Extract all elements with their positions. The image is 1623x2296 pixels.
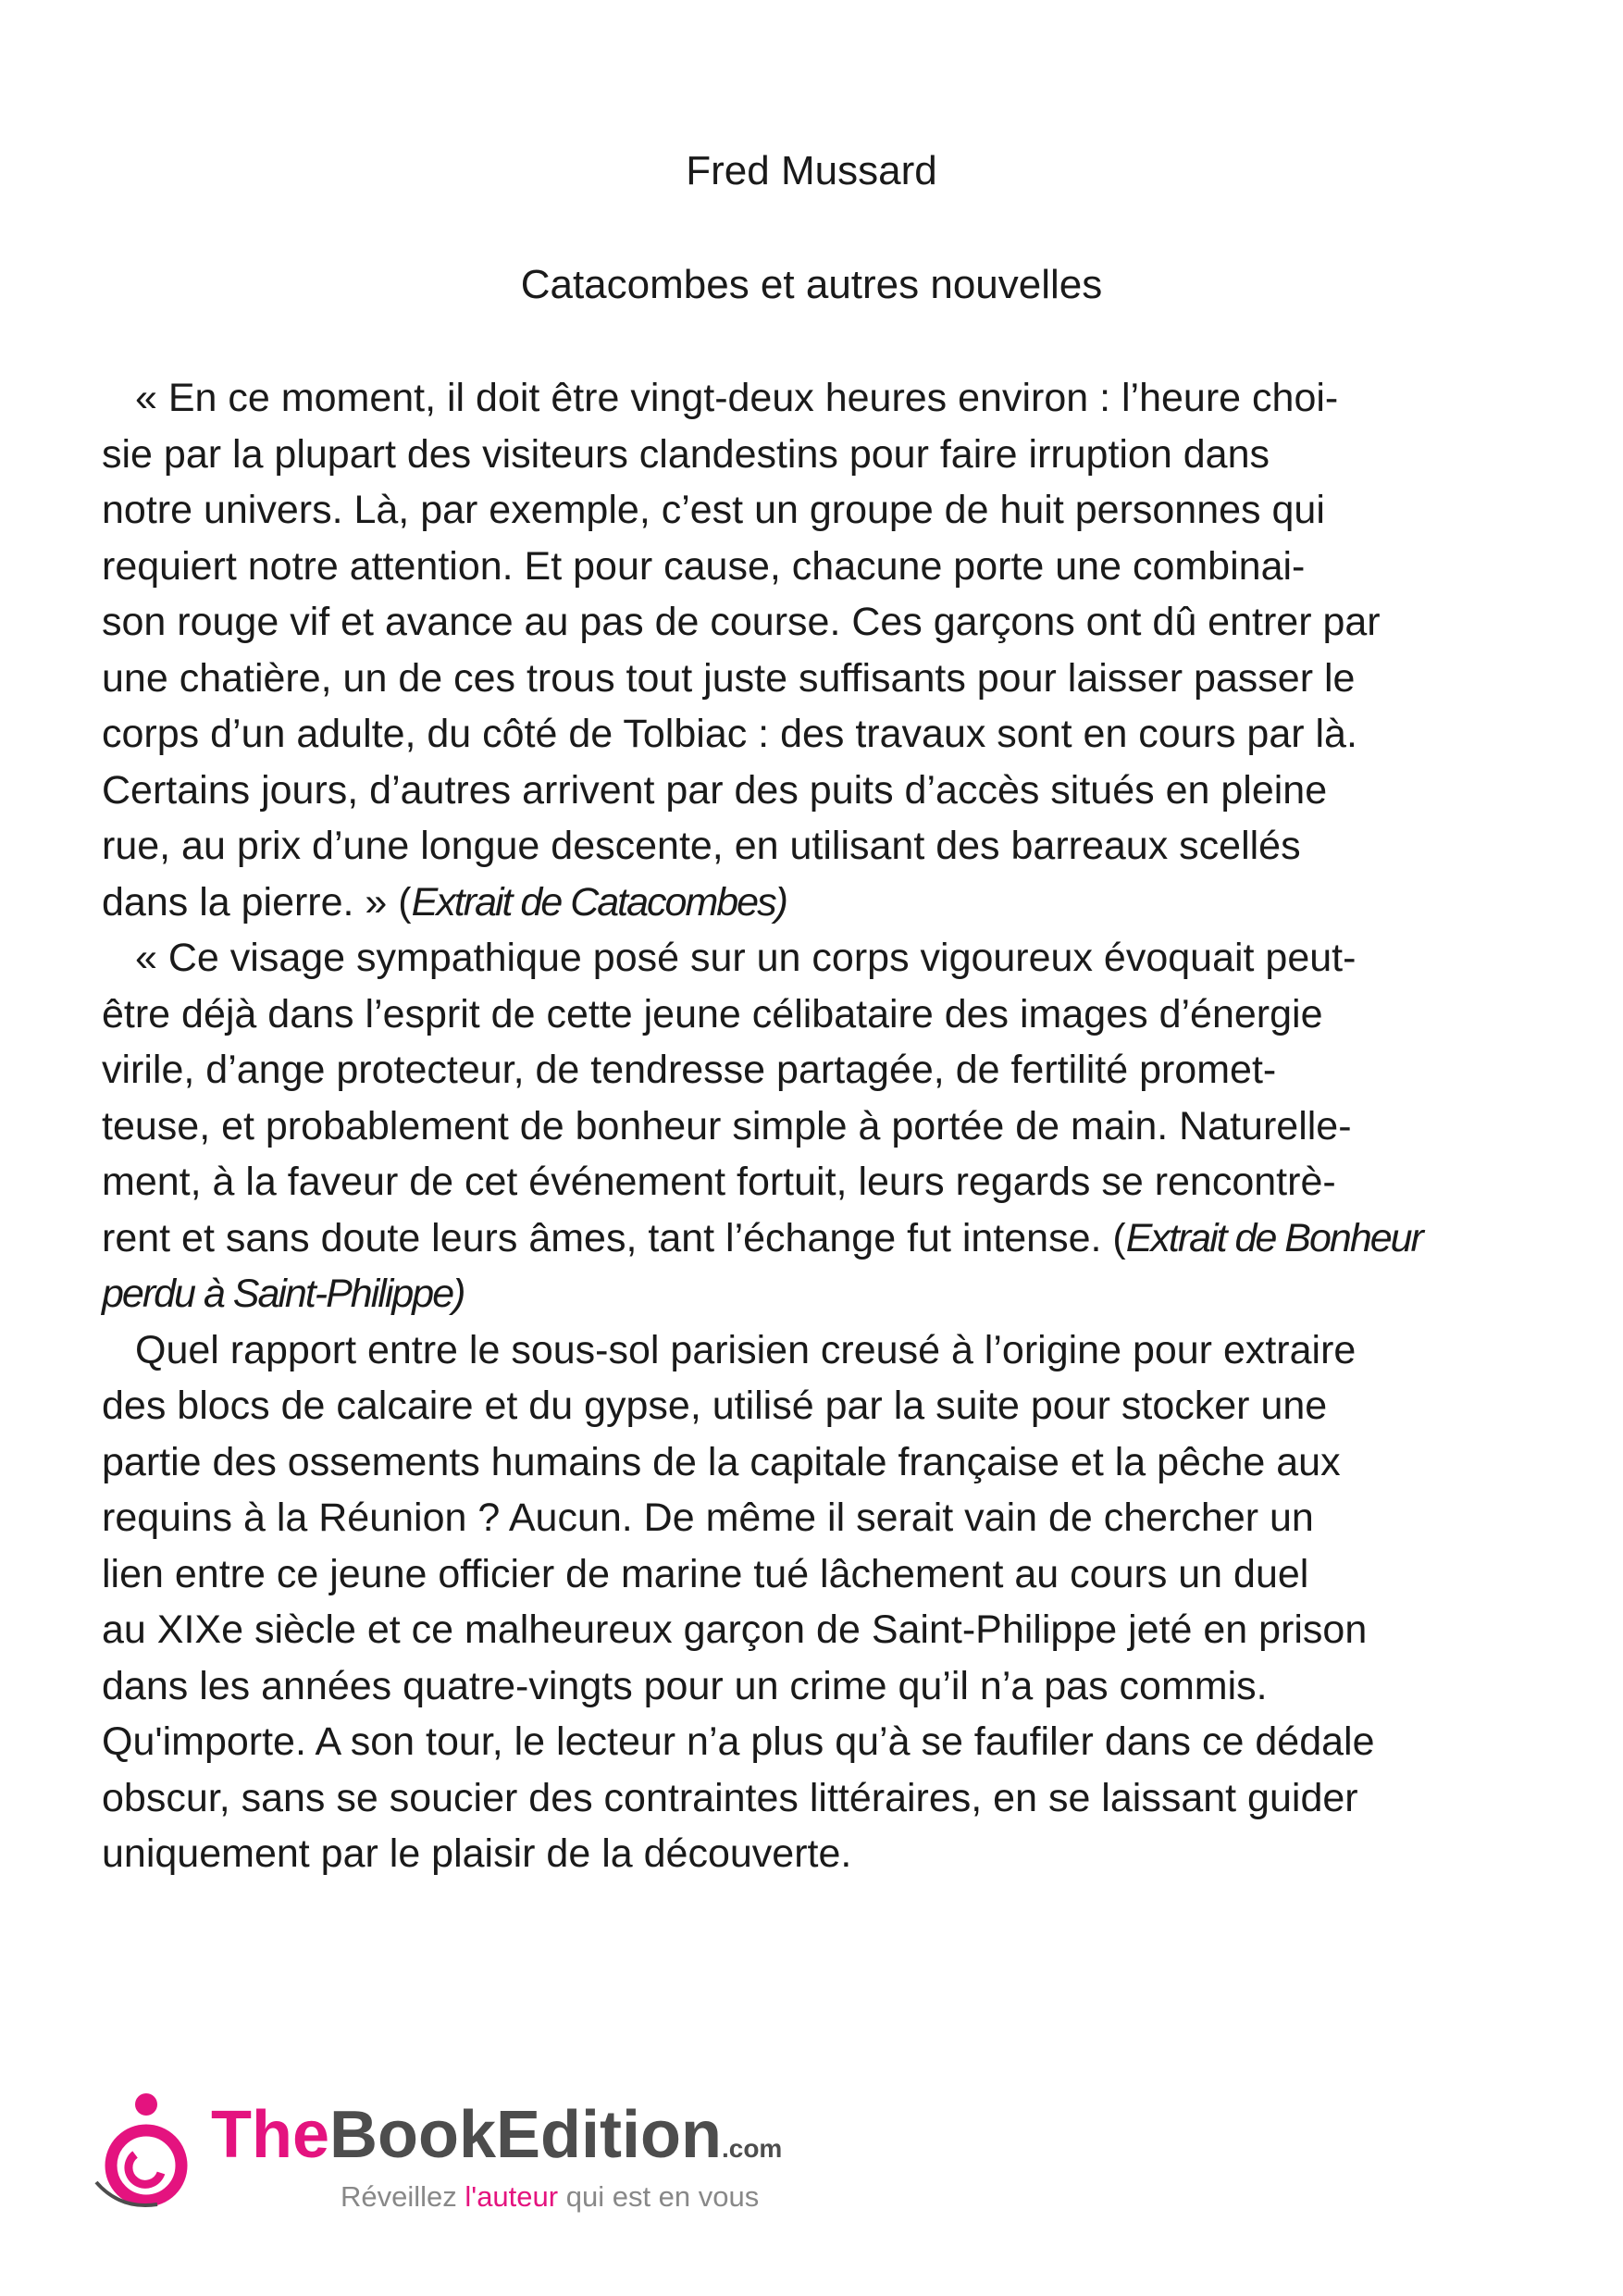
text-line: virile, d’ange protecteur, de tendresse partagée, de fertilité promet- <box>102 1048 1277 1092</box>
brand-bookedition: BookEdition <box>329 2098 722 2172</box>
text-line: son rouge vif et avance au pas de course. Ces garçons ont dû entrer par <box>102 600 1381 644</box>
book-title: Catacombes et autres nouvelles <box>520 262 1103 307</box>
text-line: être déjà dans l’esprit de cette jeune célibataire des images d’énergie <box>102 991 1323 1036</box>
tagline-highlight: l'auteur <box>465 2180 559 2213</box>
excerpt-paragraph <box>102 370 1494 930</box>
text-line: Qu'importe. A son tour, le lecteur n’a plus qu’à se faufiler dans ce dédale <box>102 1719 1375 1764</box>
text-line: des blocs de calcaire et du gypse, utilisé par la suite pour stocker une <box>102 1384 1328 1428</box>
excerpt-source: Extrait de Catacombes) <box>411 879 787 925</box>
publisher-logo <box>93 2090 851 2238</box>
excerpt-source: Extrait de Bonheur <box>1125 1215 1422 1260</box>
text-line: une chatière, un de ces trous tout juste suffisants pour laisser passer le <box>102 655 1356 701</box>
brand-com: .com <box>721 2134 783 2163</box>
text-line: sie par la plupart des visiteurs clandestins pour faire irruption dans <box>102 431 1270 477</box>
brand-the: The <box>211 2098 330 2172</box>
text-line: rue, au prix d’une longue descente, en utilisant des barreaux scellés <box>102 824 1301 868</box>
text-line <box>102 1210 1494 1267</box>
text-line: notre univers. Là, par exemple, c’est un groupe de huit personnes qui <box>102 488 1325 532</box>
text-line: « En ce moment, il doit être vingt-deux heures environ : l’heure choi- <box>135 376 1339 420</box>
tagline-start: Réveillez <box>341 2180 465 2213</box>
text-line: lien entre ce jeune officier de marine tué lâchement au cours un duel <box>102 1551 1309 1596</box>
back-cover-text <box>102 370 1494 1882</box>
text-line: partie des ossements humains de la capitale française et la pêche aux <box>102 1439 1341 1484</box>
text-line: Certains jours, d’autres arrivent par des puits d’accès situés en pleine <box>102 767 1328 813</box>
text-line: corps d’un adulte, du côté de Tolbiac : des travaux sont en cours par là. <box>102 712 1357 756</box>
text-fragment: rent et sans doute leurs âmes, tant l’échange fut intense. <box>102 1215 1113 1260</box>
text-line: Quel rapport entre le sous-sol parisien creusé à l’origine pour extraire <box>135 1327 1357 1372</box>
text-line <box>102 875 1494 931</box>
text-line: teuse, et probablement de bonheur simple à portée de main. Naturelle- <box>102 1103 1352 1148</box>
text-line: dans les années quatre-vingts pour un crime qu’il n’a pas commis. <box>102 1663 1268 1708</box>
text-line: requiert notre attention. Et pour cause, chacune porte une combinai- <box>102 543 1306 589</box>
excerpt-paragraph <box>102 930 1494 1322</box>
publisher-brand <box>211 2097 782 2173</box>
text-line: obscur, sans se soucier des contraintes littéraires, en se laissant guider <box>102 1775 1358 1820</box>
source-paren: ( <box>398 879 412 925</box>
tagline-end: qui est en vous <box>558 2180 760 2213</box>
text-line: « Ce visage sympathique posé sur un corps vigoureux évoquait peut- <box>135 936 1357 980</box>
publisher-logo-icon <box>93 2090 204 2219</box>
excerpt-source-continued: perdu à Saint-Philippe) <box>102 1272 465 1316</box>
author-name: Fred Mussard <box>686 148 937 193</box>
text-line: requins à la Réunion ? Aucun. De même il serait vain de chercher un <box>102 1496 1314 1540</box>
text-fragment: dans la pierre. » <box>102 879 399 925</box>
text-line: au XIXe siècle et ce malheureux garçon de Saint-Philippe jeté en prison <box>102 1607 1368 1652</box>
summary-paragraph <box>102 1322 1494 1882</box>
text-line: uniquement par le plaisir de la découverte. <box>102 1831 852 1876</box>
source-paren: ( <box>1112 1215 1126 1260</box>
text-line: ment, à la faveur de cet événement fortuit, leurs regards se rencontrè- <box>102 1160 1336 1204</box>
publisher-tagline <box>341 2180 759 2214</box>
